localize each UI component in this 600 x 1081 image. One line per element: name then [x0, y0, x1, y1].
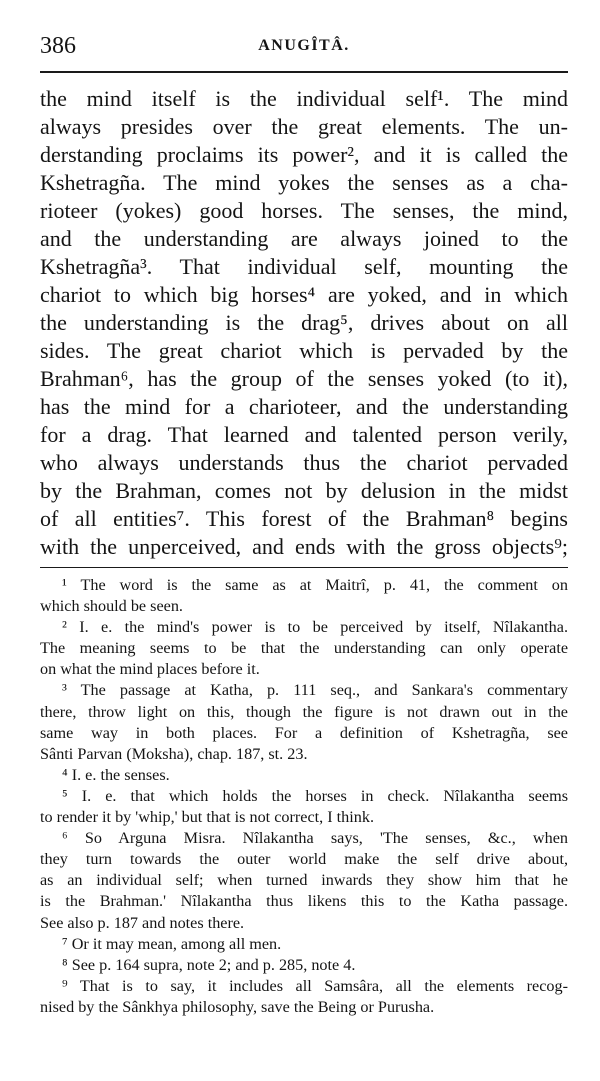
footnote-line: nised by the Sânkhya philosophy, save the Being or Purusha.: [40, 997, 435, 1016]
footnote-line: The meaning seems to be that the understanding can only operate: [40, 639, 568, 658]
body-line: by the Brahman, comes not by delusion in the midst: [40, 478, 568, 503]
footnote-line: they turn towards the outer world make the self drive about,: [40, 850, 568, 869]
body-text: [40, 85, 568, 561]
footnotes: [40, 575, 568, 1018]
running-title: ANUGÎTÂ.: [258, 37, 350, 54]
body-line: has the mind for a charioteer, and the understanding: [40, 394, 568, 419]
body-line: always presides over the great elements. The un-: [40, 114, 568, 139]
body-line: the mind itself is the individual self¹. The mind: [40, 86, 568, 111]
body-line: of all entities⁷. This forest of the Brahman⁸ begins: [40, 506, 568, 531]
page-header: [40, 30, 568, 66]
footnote-line: ⁴ I. e. the senses.: [62, 765, 170, 784]
body-line: rioteer (yokes) good horses. The senses, the mind,: [40, 198, 568, 223]
body-line: Brahman⁶, has the group of the senses yoked (to it),: [40, 366, 568, 391]
body-line: the understanding is the drag⁵, drives about on all: [40, 310, 568, 335]
footnote-line: ⁸ See p. 164 supra, note 2; and p. 285, note 4.: [62, 955, 356, 974]
footnote-line: is the Brahman.' Nîlakantha thus likens this to the Katha passage.: [40, 892, 568, 911]
body-line: derstanding proclaims its power², and it is called the: [40, 142, 568, 167]
header-rule: [40, 71, 568, 73]
body-line: Kshetragña. The mind yokes the senses as a cha-: [40, 170, 568, 195]
footnote-line: on what the mind places before it.: [40, 660, 260, 679]
footnote-line: Sânti Parvan (Moksha), chap. 187, st. 23.: [40, 744, 308, 763]
footnote-line: ⁷ Or it may mean, among all men.: [62, 934, 282, 953]
footnote-rule: [40, 567, 568, 568]
footnote-line: See also p. 187 and notes there.: [40, 913, 245, 932]
footnote-line: which should be seen.: [40, 597, 183, 616]
footnote-line: ¹ The word is the same as at Maitrî, p. 41, the comment on: [62, 576, 568, 594]
page-number: 386: [40, 33, 76, 59]
body-line: Kshetragña³. That individual self, mounting the: [40, 254, 568, 279]
footnote-line: ³ The passage at Katha, p. 111 seq., and Sankara's commentary: [62, 681, 568, 700]
body-line: for a drag. That learned and talented person verily,: [40, 422, 568, 447]
footnote-line: as an individual self; when turned inwards they show him that he: [40, 871, 568, 890]
body-line: chariot to which big horses⁴ are yoked, and in which: [40, 282, 568, 307]
footnote-line: there, throw light on this, though the figure is not drawn out in the: [40, 702, 568, 721]
footnote-line: ² I. e. the mind's power is to be perceived by itself, Nîlakantha.: [62, 618, 568, 637]
footnote-line: ⁹ That is to say, it includes all Samsâra, all the elements recog-: [62, 976, 568, 995]
footnote-line: ⁵ I. e. that which holds the horses in check. Nîlakantha seems: [62, 786, 568, 805]
footnote-line: to render it by 'whip,' but that is not correct, I think.: [40, 808, 375, 827]
footnote-line: same way in both places. For a definition of Kshetragña, see: [40, 723, 568, 742]
body-line: and the understanding are always joined to the: [40, 226, 568, 251]
body-line: sides. The great chariot which is pervaded by the: [40, 338, 568, 363]
body-line: who always understands thus the chariot pervaded: [40, 450, 568, 475]
footnote-line: ⁶ So Arguna Misra. Nîlakantha says, 'The senses, &c., when: [62, 829, 568, 848]
body-line: with the unperceived, and ends with the gross objects⁹;: [40, 534, 568, 559]
